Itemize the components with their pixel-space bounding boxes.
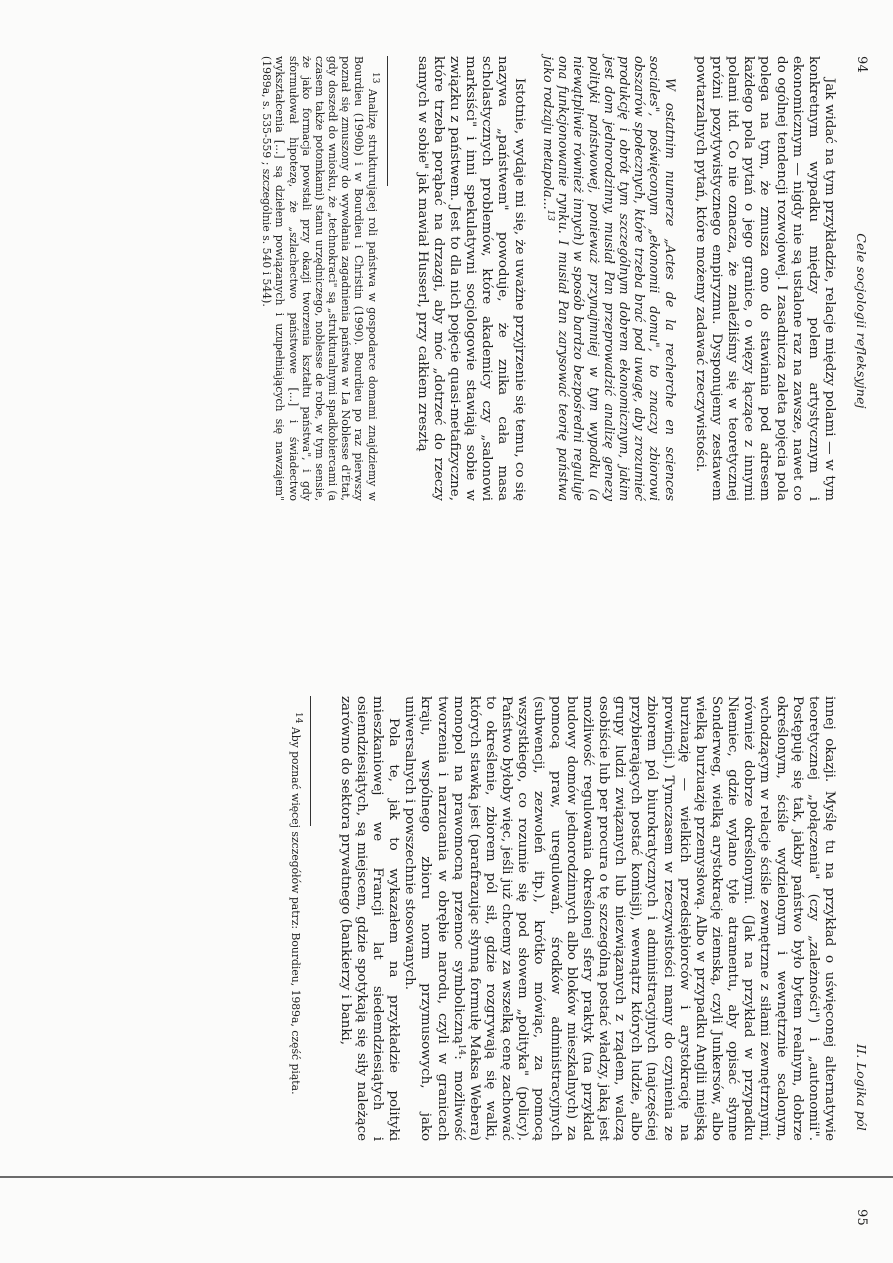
right-paragraph-1-tail: : możliwość tworzenia i narzucania w obrębie narodu, czyli w granicach kraju, wspólnego zbioru norm przymusowych, jako uniwersalnych i powszechnie stosowanych.: [401, 695, 466, 1141]
left-paragraph-2-question: [540, 56, 677, 501]
right-running-head: [851, 696, 869, 1226]
footnote-number-14: 14: [292, 711, 303, 723]
right-page: [17, 656, 877, 1246]
footnote-rule: [309, 696, 310, 826]
right-running-title: II. Logika pól: [853, 1043, 869, 1131]
right-footnote-text: Aby poznać więcej szczegółów patrz: Bourdieu, 1989a, część piąta.: [288, 726, 302, 1095]
right-paragraph-1: [401, 696, 837, 1141]
left-footnote: [260, 56, 379, 501]
left-running-head: [851, 56, 869, 586]
right-paragraph-2: Pola te, jak to wykazałem na przykładzie polityki mieszkaniowej we Francji lat siedemdziesiątych i osiemdziesiątych, są miejscem, gdzie spotykają się siły należące zarówno do sektora prywatnego (bankierzy i banki,: [337, 695, 401, 1141]
right-text-block: [288, 696, 837, 1141]
left-paragraph-1: Jak widać na tym przykładzie, relacje między polami — w tym konkretnym wypadku między polem artystycznym i ekonomicznym — nigdy nie są ustalone raz na zawsze, nawet co do ogólnej tendencji rozwojowej. I zasadnicza zaleta pojęcia pola polega na tym, że zmusza ono do stawiania pod adresem każdego pola pytań o jego granice, o więzy łączące z innymi polami itd. Co nie oznacza, że znaleźliśmy się w teoretycznej próżni pozytywistycznego empiryzmu. Dysponujemy zestawem powtarzalnych pytań, które możemy zadawać rzeczywistości.: [692, 55, 837, 501]
rotated-spread: [17, 16, 877, 1248]
left-footnote-text: Analizę strukturującej roli państwa w gospodarce domami znajdziemy w Bourdieu (1990b) i w Bourdieu i Christin (1990). Bourdieu po raz pierwszy poznał się zmuszony do wywołania zagadnienia państwa w La Noblesse d'État, gdy doszedł do wniosku, że „technokraci" są „strukturalnymi spadkobiercami (a czasem także potomkami) stanu urzędniczego, noblesse de robe, w tym sensie, że jako formacja powstali przy okazji tworzenia kształtu państwa", i gdy sformułował hipotezę, że „szlachectwo państwowe [...] i świadectwo wykształcenia [...] są dziełem powiązanych i uzupełniających się nawzajem" (1989a, s. 535-559 ; szczególnie s. 540 i 544).: [259, 55, 379, 501]
left-paragraph-2-text: W ostatnim numerze „Actes de la recherche en sciences sociales", poświęconym „ekonomii domu", to znaczy zbiorowi obszarów społecznych, które trzeba brać pod uwagę, aby zrozumieć produkcję i obrót tym szczególnym dobrem ekonomicznym, jakim jest dom jednorodzinny, musiał Pan przeprowadzić analizę genezy polityki państwowej, ponieważ przynajmniej w tym wypadku (a niewątpliwie również innych) w sposób bardzo bezpośredni reguluje ona funkcjonowanie rynku. I musiał Pan zarysować teorię państwa jako rodzaju metapola...: [540, 55, 678, 501]
right-footnote: [288, 696, 301, 1141]
right-page-number: 95: [853, 1208, 869, 1226]
left-running-title: Cele socjologii refleksyjnej: [853, 232, 869, 409]
right-paragraph-1-text: innej okazji. Myślę tu na przykład o uświęconej alternatywie teoretycznej „połączenia" (czy „zależności") i „autonomii". Postępuję się tak, jakby państwo było bytem realnym, dobrze określonym, ściśle wydzielonym i wewnętrznie scalonym, wchodzącym w relacje ściśle zewnętrzne z siłami zewnętrznymi, również dobrze określonymi. (Jak na przykład w przypadku Niemiec, gdzie wylano tyle atramentu, aby opisać słynne Sonderweg, wielką arystokrację ziemską, czyli Junkersów, albo wielką burżuazję przemysłową. Albo w przypadku Anglii miejską burżuazję — wielkich przedsiębiorców i arystokrację na prowincji.) Tymczasem w rzeczywistości mamy do czynienia ze zbiorem pól biurokratycznych i administracyjnych (najczęściej przybierających postać komisji), wewnątrz których ludzie, albo grupy ludzi związanych lub niezwiązanych z rządem, walczą osobiście lub per procura o tę szczególną postać władzy, jaką jest możliwość regulowania określonej sfery praktyk (na przykład budowy domów jednorodzinnych albo bloków mieszkalnych) za pomocą praw, uregulowań, środków administracyjnych (subwencji, zezwoleń itp.), krótko mówiąc, za pomocą wszystkiego, co rozumie się pod słowem „polityka" (policy). Państwo byłoby więc, jeśli już chcemy za wszelką cenę zachować to określenie, zbiorem pól sił, gdzie rozgrywają się walki, których stawką jest (parafrazując słynną formułę Maksa Webera) monopol na prawomocną przemoc symboliczną: [450, 695, 837, 1141]
left-page: [17, 16, 877, 606]
footnote-ref-13: 13: [544, 209, 555, 221]
footnote-ref-14: 14: [455, 1043, 466, 1055]
footnote-rule: [386, 56, 387, 186]
left-paragraph-3: Istotnie, wydaje mi się, że uważne przyjrzenie się temu, co się nazywa „państwem" powoduje, że znika cała masa scholastycznych problemów, które akademicy czy „salonowi marksiści" i inni spekulatywni socjologowie stawiają sobie w związku z państwem. Jest to dla nich pojęcie quasi-metafizyczne, które trzeba porąbać na drzazgi, aby móc „dotrzeć do rzeczy samych w sobie" jak mawiał Husserl, przy całkiem zresztą: [414, 55, 527, 501]
scan-edge-line: [0, 1176, 893, 1178]
left-page-number: 94: [853, 55, 869, 73]
footnote-number-13: 13: [369, 71, 380, 83]
left-text-block: [260, 56, 837, 501]
